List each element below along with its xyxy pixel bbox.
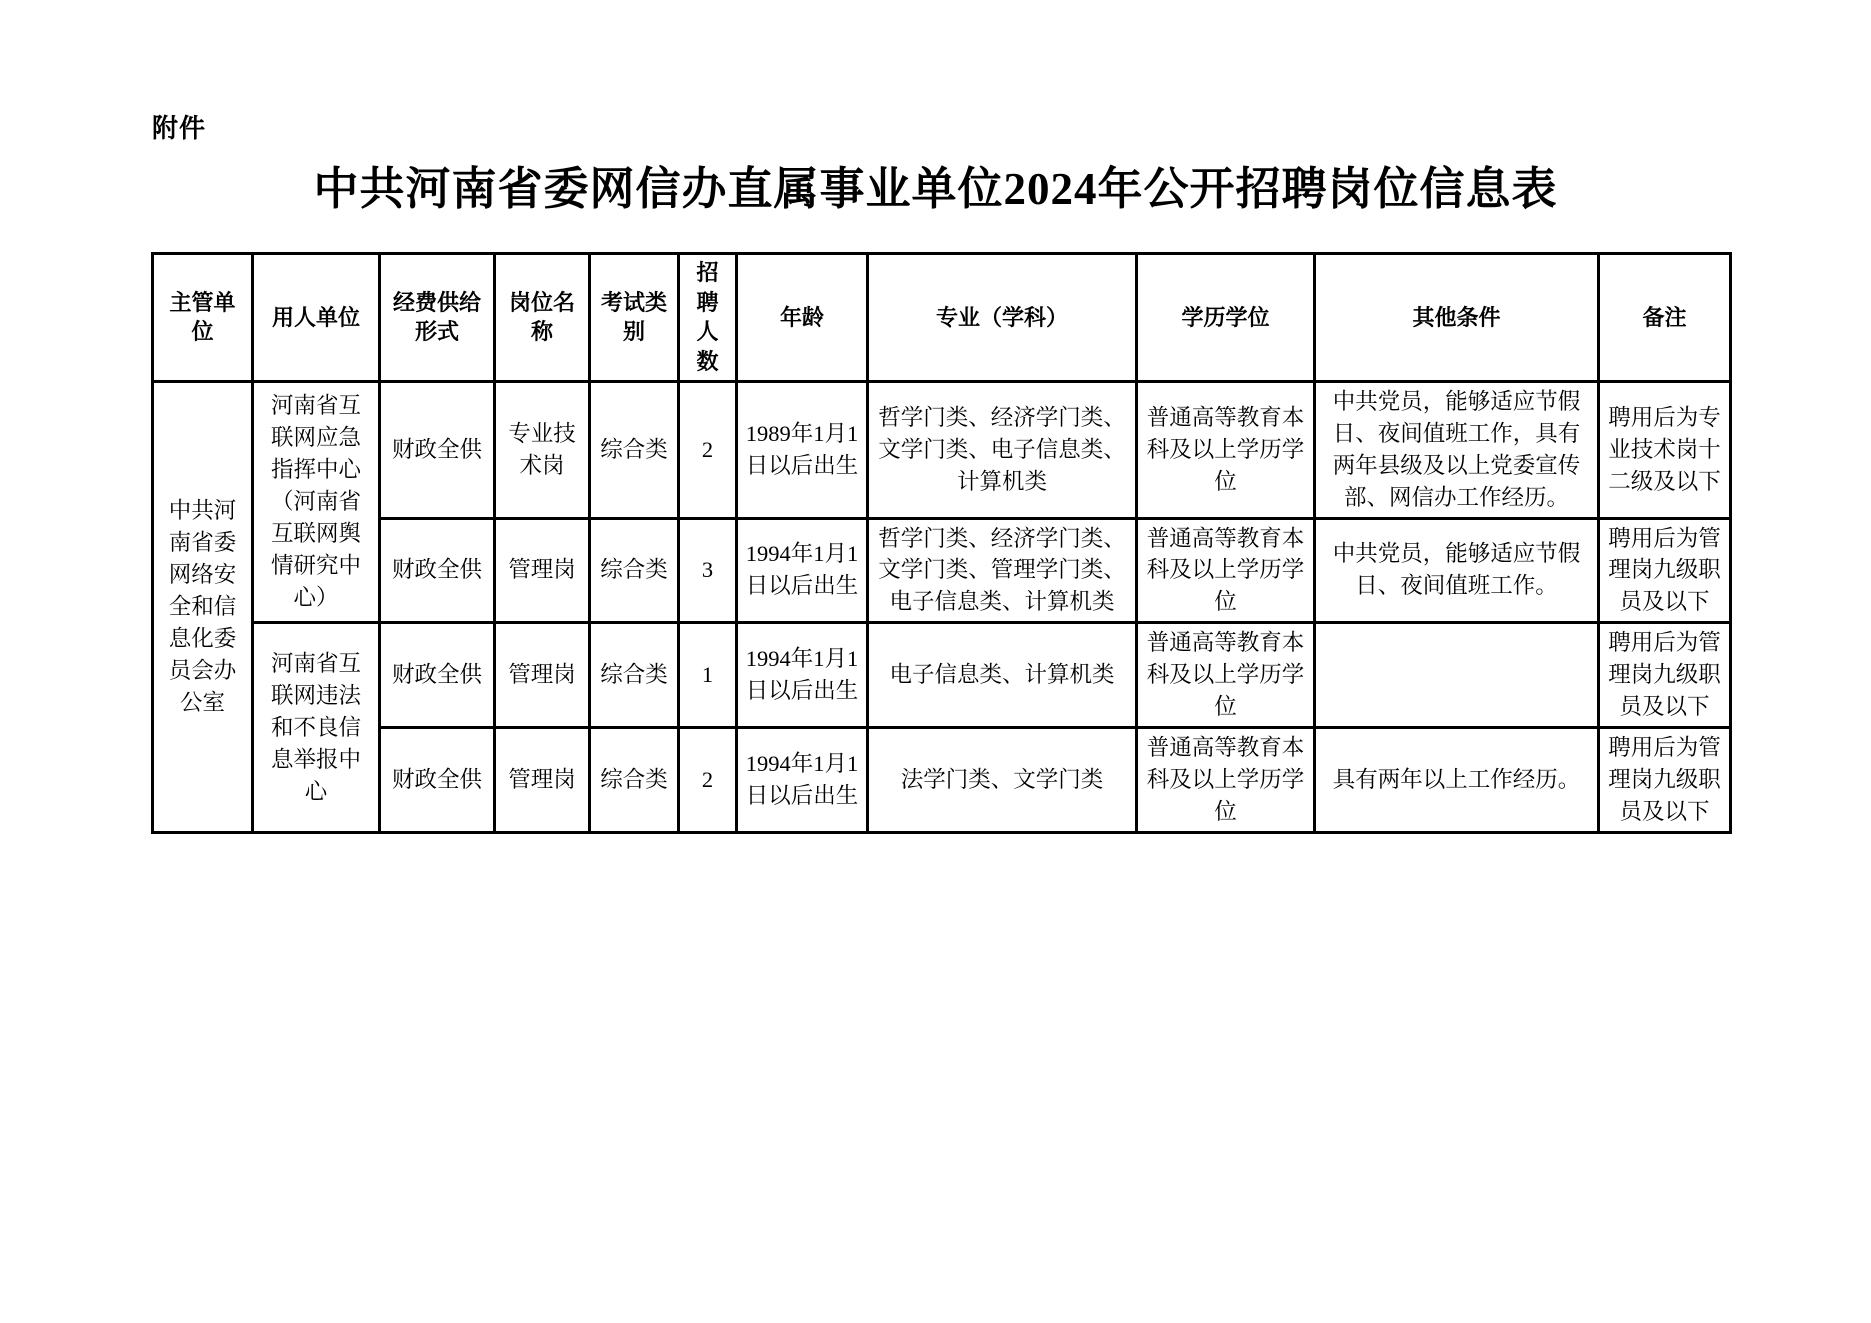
cell-funding: 财政全供 xyxy=(380,381,495,518)
cell-headcount: 2 xyxy=(679,728,737,833)
cell-headcount: 3 xyxy=(679,518,737,623)
page-title: 中共河南省委网信办直属事业单位2024年公开招聘岗位信息表 xyxy=(313,164,1558,214)
table-row xyxy=(153,728,1731,833)
header-headcount: 招聘人数 xyxy=(679,254,737,382)
cell-other-conditions xyxy=(1315,623,1599,728)
header-funding-form: 经费供给形式 xyxy=(380,254,495,382)
header-major: 专业（学科） xyxy=(868,254,1137,382)
cell-funding: 财政全供 xyxy=(380,518,495,623)
cell-exam-type: 综合类 xyxy=(590,518,679,623)
cell-headcount: 1 xyxy=(679,623,737,728)
header-age: 年龄 xyxy=(737,254,868,382)
header-post-name: 岗位名称 xyxy=(495,254,590,382)
cell-post: 管理岗 xyxy=(495,728,590,833)
cell-remarks: 聘用后为专业技术岗十二级及以下 xyxy=(1599,381,1731,518)
cell-post: 管理岗 xyxy=(495,623,590,728)
cell-age: 1994年1月1日以后出生 xyxy=(737,623,868,728)
cell-headcount: 2 xyxy=(679,381,737,518)
table-row xyxy=(153,381,1731,518)
cell-employer-unit: 河南省互联网违法和不良信息举报中心 xyxy=(253,623,380,833)
cell-degree: 普通高等教育本科及以上学历学位 xyxy=(1137,381,1315,518)
cell-exam-type: 综合类 xyxy=(590,623,679,728)
header-exam-type: 考试类别 xyxy=(590,254,679,382)
cell-other-conditions: 中共党员，能够适应节假日、夜间值班工作，具有两年县级及以上党委宣传部、网信办工作经历。 xyxy=(1315,381,1599,518)
header-employer-unit: 用人单位 xyxy=(253,254,380,382)
header-other-conditions: 其他条件 xyxy=(1315,254,1599,382)
cell-age: 1994年1月1日以后出生 xyxy=(737,728,868,833)
cell-major: 哲学门类、经济学门类、文学门类、管理学门类、电子信息类、计算机类 xyxy=(868,518,1137,623)
table-row xyxy=(153,518,1731,623)
cell-major: 法学门类、文学门类 xyxy=(868,728,1137,833)
table-header-row xyxy=(153,254,1731,382)
cell-degree: 普通高等教育本科及以上学历学位 xyxy=(1137,518,1315,623)
cell-degree: 普通高等教育本科及以上学历学位 xyxy=(1137,623,1315,728)
cell-supervisor-unit: 中共河南省委网络安全和信息化委员会办公室 xyxy=(153,381,253,832)
cell-remarks: 聘用后为管理岗九级职员及以下 xyxy=(1599,518,1731,623)
cell-employer-unit: 河南省互联网应急指挥中心（河南省互联网舆情研究中心） xyxy=(253,381,380,623)
cell-other-conditions: 中共党员，能够适应节假日、夜间值班工作。 xyxy=(1315,518,1599,623)
recruitment-table xyxy=(151,252,1732,834)
header-degree: 学历学位 xyxy=(1137,254,1315,382)
cell-post: 管理岗 xyxy=(495,518,590,623)
cell-funding: 财政全供 xyxy=(380,728,495,833)
table-row xyxy=(153,623,1731,728)
cell-remarks: 聘用后为管理岗九级职员及以下 xyxy=(1599,623,1731,728)
attachment-label: 附件 xyxy=(152,113,207,143)
cell-major: 电子信息类、计算机类 xyxy=(868,623,1137,728)
cell-funding: 财政全供 xyxy=(380,623,495,728)
header-remarks: 备注 xyxy=(1599,254,1731,382)
cell-exam-type: 综合类 xyxy=(590,728,679,833)
cell-degree: 普通高等教育本科及以上学历学位 xyxy=(1137,728,1315,833)
cell-remarks: 聘用后为管理岗九级职员及以下 xyxy=(1599,728,1731,833)
cell-age: 1989年1月1日以后出生 xyxy=(737,381,868,518)
cell-post: 专业技术岗 xyxy=(495,381,590,518)
header-supervisor-unit: 主管单位 xyxy=(153,254,253,382)
cell-age: 1994年1月1日以后出生 xyxy=(737,518,868,623)
cell-other-conditions: 具有两年以上工作经历。 xyxy=(1315,728,1599,833)
cell-major: 哲学门类、经济学门类、文学门类、电子信息类、计算机类 xyxy=(868,381,1137,518)
cell-exam-type: 综合类 xyxy=(590,381,679,518)
